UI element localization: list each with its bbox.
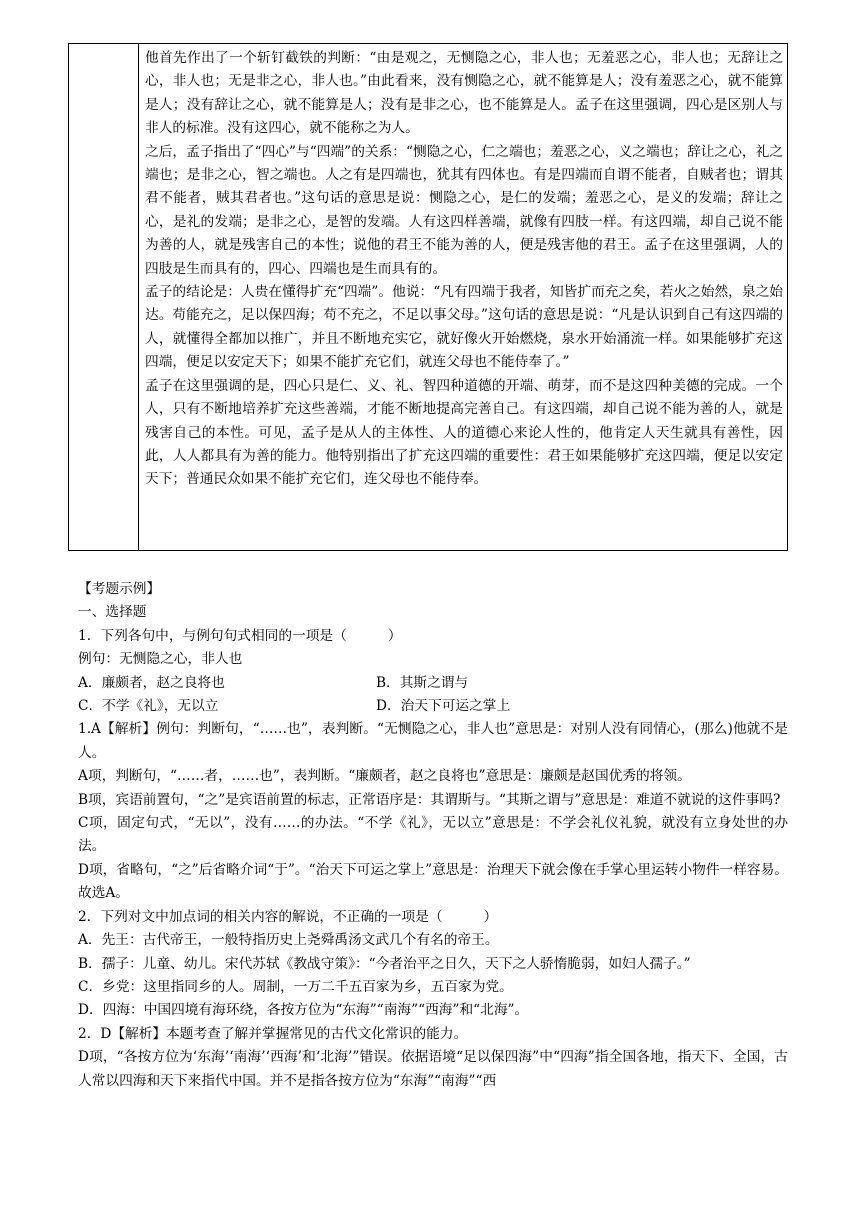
analysis-line: B项，宾语前置句，“之”是宾语前置的标志，正常语序是：其谓斯与。“其斯之谓与”意思是：难道不就说的这件事吗?: [78, 791, 781, 808]
option-a: A．廉颇者，赵之良将也: [78, 674, 225, 691]
analysis-line: 2．D【解析】本题考查了解并掌握常见的古代文化常识的能力。: [78, 1025, 468, 1042]
option-c: C．不学《礼》，无以立: [78, 698, 219, 715]
table-label-cell: [69, 44, 139, 551]
exam-section: [78, 578, 788, 1093]
exam-heading: 【考题示例】: [78, 581, 161, 597]
question-1-stem: 1．下列各句中，与例句句式相同的一项是（ ）: [78, 627, 402, 644]
analysis-line: 1.A【解析】例句：判断句，“……也”，表判断。“无恻隐之心，非人也”意思是：对别人没有同情心，(那么)他就不是人。: [78, 721, 788, 761]
question-2-stem: 2．下列对文中加点词的相关内容的解说，不正确的一项是（ ）: [78, 908, 498, 925]
analysis-line: D项，省略句，“之”后省略介词“于”。“治天下可运之掌上”意思是：治理天下就会像在手掌心里运转小物件一样容易。: [78, 861, 788, 878]
table-text-cell: [139, 44, 788, 551]
question-1-options-row: [78, 672, 788, 695]
option-a: A．先王：古代帝王，一般特指历史上尧舜禹汤文武几个有名的帝王。: [78, 932, 499, 949]
option-d: D．治天下可运之掌上: [376, 698, 511, 715]
content-table: [68, 43, 788, 551]
analysis-line: 故选A。: [78, 885, 129, 902]
question-1-example: 例句：无恻隐之心，非人也: [78, 651, 243, 668]
option-d: D．四海：中国四境有海环绕，各按方位为“东海”“南海”“西海”和“北海”。: [78, 1002, 529, 1019]
table-paragraph: 孟子在这里强调的是，四心只是仁、义、礼、智四种道德的开端、萌芽，而不是这四种美德的完成。一个人，只有不断地培养扩充这些善端，才能不断地提高完善自己。有这四端，却自己说不能为善的人，就是残害自己的本性。可见，孟子是从人的主体性、人的道德心来论人性的，他肯定人天生就具有善性，因此，人人都具有为善的能力。他特别指出了扩充这四端的重要性：君王如果能够扩充这四端，便足以安定天下；普通民众如果不能扩充它们，连父母也不能侍奉。: [145, 377, 783, 488]
option-c: C．乡党：这里指同乡的人。周制，一万二千五百家为乡，五百家为党。: [78, 978, 513, 995]
option-b: B．其斯之谓与: [376, 674, 469, 691]
table-paragraph: 之后，孟子指出了“四心”与“四端”的关系：“恻隐之心，仁之端也；羞恶之心，义之端也；辞让之心，礼之端也；是非之心，智之端也。人之有是四端也，犹其有四体也。有是四端而自谓不能者，自贼者也；谓其君不能者，贼其君者也。”这句话的意思是说：恻隐之心，是仁的发端；羞恶之心，是义的发端；辞让之心，是礼的发端；是非之心，是智的发端。人有这四样善端，就像有四肢一样。有这四端，却自己说不能为善的人，就是残害自己的本性；说他的君王不能为善的人，便是残害他的君王。孟子在这里强调，人的四肢是生而具有的，四心、四端也是生而具有的。: [145, 143, 783, 277]
section-title: 一、选择题: [78, 604, 147, 621]
option-b: B．孺子：儿童、幼儿。宋代苏轼《教战守策》：“今者治平之日久，天下之人骄惰脆弱，如妇人孺子。”: [78, 955, 691, 972]
analysis-line: A项，判断句，“……者，……也”，表判断。“廉颇者，赵之良将也”意思是：廉颇是赵国优秀的将领。: [78, 768, 691, 785]
analysis-line: C项，固定句式，“无以”，没有……的办法。“不学《礼》，无以立”意思是：不学会礼仪礼貌，就没有立身处世的办法。: [78, 815, 788, 855]
analysis-line: D项，“各按方位为‘东海’‘南海’‘西海’和‘北海’”错误。依据语境“足以保四海”中“四海”指全国各地，指天下、全国，古人常以四海和天下来指代中国。并不是指各按方位为“东海”“南海”“西: [78, 1049, 788, 1089]
question-1-options-row: [78, 695, 788, 718]
table-paragraph: 孟子的结论是：人贵在懂得扩充“四端”。他说：“凡有四端于我者，知皆扩而充之矣，若火之始然，泉之始达。苟能充之，足以保四海；苟不充之，不足以事父母。”这句话的意思是说：“凡是认识到自己有这四端的人，就懂得全都加以推广，并且不断地充实它，就好像火开始燃烧，泉水开始涌流一样。如果能够扩充这四端，便足以安定天下；如果不能扩充它们，就连父母也不能侍奉了。”: [145, 284, 783, 371]
table-paragraph: 他首先作出了一个斩钉截铁的判断：“由是观之，无恻隐之心，非人也；无羞恶之心，非人也；无辞让之心，非人也；无是非之心，非人也。”由此看来，没有恻隐之心，就不能算是人；没有羞恶之心，就不能算是人；没有辞让之心，就不能算是人；没有是非之心，也不能算是人。孟子在这里强调，四心是区别人与非人的标准。没有这四心，就不能称之为人。: [145, 50, 783, 137]
table-row: [69, 44, 788, 551]
